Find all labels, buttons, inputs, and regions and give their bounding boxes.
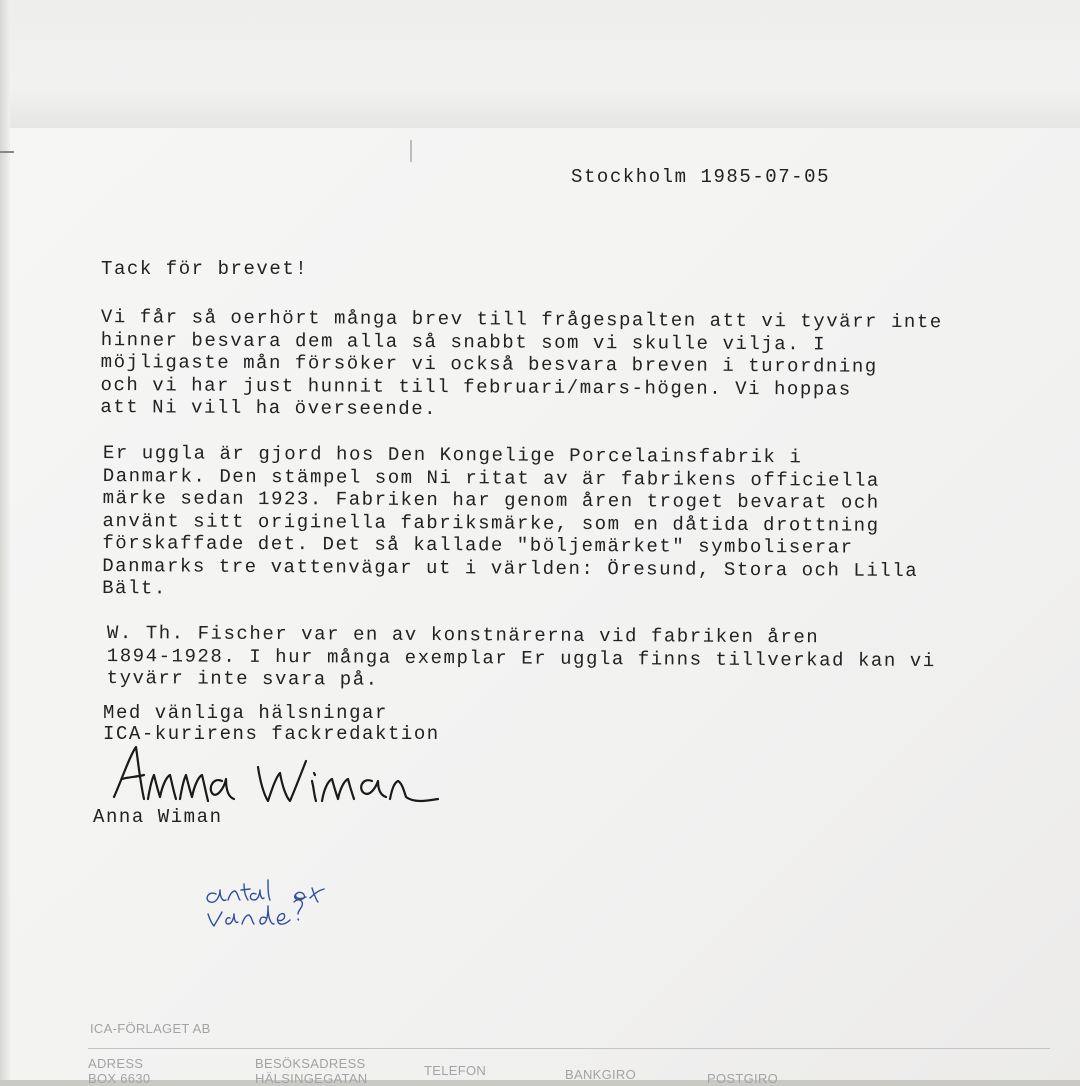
letterhead-company: ICA-FÖRLAGET AB [90,1021,211,1036]
footer-label-address: ADRESS [88,1056,144,1071]
margin-tick-mark [0,151,14,153]
closing: Med vänliga hälsningar ICA-kurirens fackredaktion [103,702,440,745]
footer-label-bankgiro: BANKGIRO [565,1067,637,1082]
handwritten-signature [108,745,448,815]
salutation: Tack för brevet! [101,258,309,280]
footer-divider [88,1048,1050,1049]
fold-mark [410,140,412,162]
paper-edge-shadow [0,0,10,1080]
body-paragraph-3: W. Th. Fischer var en av konstnärerna vid fabriken åren 1894-1928. I hur många exemplar Er uggla finns tillverkad kan vi tyvärr inte svara på. [106,622,936,691]
body-paragraph-1: Vi får så oerhört många brev till frågespalten att vi tyvärr inte hinner besvara dem alla så snabbt som vi skulle vilja. I möjligaste mån försöker vi också besvara breven i turordning och vi har just hunnit till februari/mars-högen. Vi hoppas att Ni vill ha överseende. [100,306,943,421]
top-folded-flap [0,0,1080,129]
footer-value-address: BOX 6630 [88,1071,151,1086]
letter-date: Stockholm 1985-07-05 [571,166,831,188]
footer-label-visiting-address: BESÖKSADRESS [255,1056,366,1071]
footer-value-visiting-address: HÄLSINGEGATAN [255,1071,368,1086]
signer-name: Anna Wiman [93,806,223,828]
footer-label-postgiro: POSTGIRO [707,1071,779,1086]
pencil-handwritten-note [200,878,350,938]
body-paragraph-2: Er uggla är gjord hos Den Kongelige Porcelainsfabrik i Danmark. Den stämpel som Ni ritat av är fabrikens officiella märke sedan 1923. Fabriken har genom åren troget bevarat och använt sitt originella fabriksmärke, som en dåtida drottning förskaffade det. Det så kallade "böljemärket" symboliserar Danmarks tre vattenvägar ut i världen: Öresund, Stora och Lilla Bält. [102,442,919,600]
footer-label-phone: TELEFON [424,1063,487,1078]
